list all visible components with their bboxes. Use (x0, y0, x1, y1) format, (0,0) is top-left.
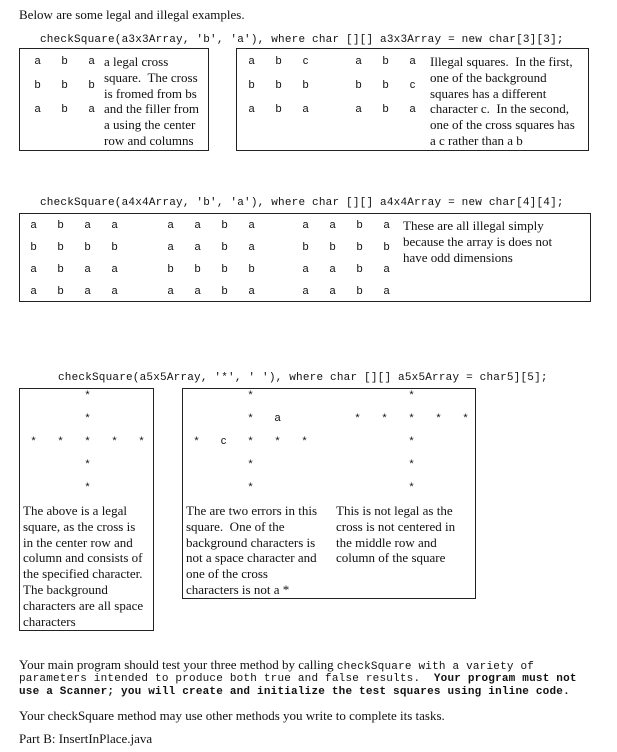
grid-cell (183, 389, 210, 412)
grid-cell (291, 389, 318, 412)
grid-cell: b (275, 103, 282, 115)
grid-cell: a (383, 263, 390, 275)
ex2-code: checkSquare(a4x4Array, 'b', 'a'), where char [][] a4x4Array = new char[4][4]; (40, 197, 564, 209)
grid-cell: b (383, 241, 390, 253)
grid-cell: * (275, 435, 280, 447)
grid-cell: a (194, 285, 201, 297)
grid-cell (291, 458, 318, 481)
grid-cell: a (409, 103, 416, 115)
grid-cell (452, 458, 479, 481)
grid-cell: b (84, 241, 91, 253)
grid-cell: b (111, 241, 118, 253)
ex1-legal-grid (24, 55, 105, 127)
grid-cell (183, 458, 210, 481)
grid-cell (101, 389, 128, 412)
grid-cell: b (382, 103, 389, 115)
grid-cell: a (329, 263, 336, 275)
grid-cell: a (302, 103, 309, 115)
note-line: because the array is does not (403, 233, 553, 249)
note-line: The are two errors in this (186, 503, 318, 518)
grid-cell: b (248, 79, 255, 91)
grid-cell: a (248, 241, 255, 253)
note-line: square, as the cross is (23, 518, 136, 534)
grid-cell: * (85, 435, 90, 447)
grid-cell: b (57, 219, 64, 231)
grid-cell: a (88, 55, 95, 67)
grid-cell (210, 458, 237, 481)
grid-cell (20, 389, 47, 412)
grid-cell: a (248, 219, 255, 231)
footer-line-3: use a Scanner; you will create and initialize the test squares using inline code. (19, 686, 570, 698)
grid-cell: a (111, 263, 118, 275)
grid-cell: a (302, 219, 309, 231)
grid-cell: b (57, 241, 64, 253)
grid-cell: * (58, 435, 63, 447)
grid-cell: b (382, 55, 389, 67)
grid-cell: a (355, 103, 362, 115)
grid-cell (344, 389, 371, 412)
grid-cell: b (57, 285, 64, 297)
grid-cell: b (61, 55, 68, 67)
grid-cell (452, 481, 479, 504)
grid-cell (101, 412, 128, 435)
grid-cell: b (355, 79, 362, 91)
grid-cell: b (221, 219, 228, 231)
grid-cell: * (248, 481, 253, 493)
grid-cell: * (85, 389, 90, 401)
grid-cell (20, 458, 47, 481)
grid-cell: b (329, 241, 336, 253)
grid-cell: b (248, 263, 255, 275)
grid-cell (425, 458, 452, 481)
grid-cell: b (221, 241, 228, 253)
grid-cell: * (248, 412, 253, 424)
grid-cell: * (248, 435, 253, 447)
grid-cell: b (382, 79, 389, 91)
footer-line-2: parameters intended to produce both true and false results. Your program must not (19, 673, 577, 685)
grid-cell (344, 481, 371, 504)
grid-cell: b (302, 79, 309, 91)
grid-cell: * (194, 435, 199, 447)
grid-cell: a (248, 285, 255, 297)
grid-cell (344, 458, 371, 481)
grid-cell (20, 481, 47, 504)
note-line: Illegal squares. In the first, (430, 54, 573, 69)
note-line: column and consists of (23, 550, 143, 566)
ex2-note (403, 218, 552, 265)
grid-cell (47, 481, 74, 504)
grid-cell (371, 481, 398, 504)
grid-cell (128, 412, 155, 435)
intro-text: Below are some legal and illegal examples. (19, 7, 245, 22)
note-line: The background (23, 581, 108, 597)
grid-cell (425, 435, 452, 458)
ex3-legal-note (23, 503, 143, 629)
note-line: characters are all space (23, 597, 144, 613)
grid-cell: a (167, 285, 174, 297)
grid-cell (128, 389, 155, 412)
grid-cell: a (111, 219, 118, 231)
grid-cell: * (112, 435, 117, 447)
note-line: character c. In the second, (430, 101, 569, 117)
grid-cell (425, 481, 452, 504)
note-line: cross is not centered in (336, 518, 456, 534)
note-line: a legal cross (104, 54, 169, 69)
ex2-grid-3 (292, 219, 400, 307)
note-line: row and columns (104, 132, 194, 148)
grid-cell: a (329, 219, 336, 231)
grid-cell: * (409, 481, 414, 493)
grid-cell: a (30, 263, 37, 275)
grid-cell: * (85, 412, 90, 424)
note-line: column of the square (336, 550, 446, 566)
grid-cell: c (409, 79, 416, 91)
grid-cell: * (409, 458, 414, 470)
grid-cell: b (61, 103, 68, 115)
grid-cell: a (329, 285, 336, 297)
grid-cell: a (302, 285, 309, 297)
grid-cell: b (356, 241, 363, 253)
grid-cell: a (383, 219, 390, 231)
grid-cell: a (274, 412, 281, 424)
grid-cell (47, 389, 74, 412)
note-line: one of the cross (186, 566, 268, 582)
grid-cell: b (88, 79, 95, 91)
grid-cell: * (463, 412, 468, 424)
grid-cell: c (220, 435, 227, 447)
note-line: and the filler from (104, 101, 199, 117)
grid-cell: a (88, 103, 95, 115)
grid-cell (183, 481, 210, 504)
note-line: have odd dimensions (403, 249, 513, 265)
grid-cell (344, 435, 371, 458)
note-line: The above is a legal (23, 503, 127, 518)
grid-cell: * (409, 435, 414, 447)
grid-cell (128, 481, 155, 504)
ex1-illegal-grid-2 (345, 55, 426, 127)
note-line: the specified character. (23, 566, 143, 582)
note-line: characters (23, 613, 76, 629)
grid-cell: a (167, 219, 174, 231)
grid-cell (128, 458, 155, 481)
note-line: squares has a different (430, 85, 547, 101)
footer-line-1: Your main program should test your three method by calling checkSquare with a variety of (19, 657, 535, 673)
grid-cell: b (34, 79, 41, 91)
grid-cell: * (85, 481, 90, 493)
note-line: in the center row and (23, 534, 133, 550)
grid-cell: b (167, 263, 174, 275)
grid-cell: a (302, 263, 309, 275)
ex3-illegal-note-2 (336, 503, 455, 566)
grid-cell: a (383, 285, 390, 297)
footer-line-5: Part B: InsertInPlace.java (19, 731, 153, 746)
grid-cell: * (248, 458, 253, 470)
grid-cell: a (34, 55, 41, 67)
grid-cell: a (194, 219, 201, 231)
grid-cell (47, 412, 74, 435)
grid-cell (291, 412, 318, 435)
grid-cell: b (275, 55, 282, 67)
grid-cell (371, 458, 398, 481)
ex3-illegal-grid-2 (344, 389, 479, 504)
grid-cell: * (355, 412, 360, 424)
ex1-code: checkSquare(a3x3Array, 'b', 'a'), where char [][] a3x3Array = new char[3][3]; (40, 34, 564, 46)
grid-cell: a (167, 241, 174, 253)
grid-cell: * (409, 412, 414, 424)
grid-cell: b (275, 79, 282, 91)
ex3-illegal-grid-1 (183, 389, 318, 504)
grid-cell: a (248, 55, 255, 67)
grid-cell: * (436, 412, 441, 424)
grid-cell: * (31, 435, 36, 447)
note-line: square. The cross (104, 69, 198, 85)
note-line: characters is not a * (186, 581, 290, 597)
grid-cell: b (221, 285, 228, 297)
grid-cell (425, 389, 452, 412)
grid-cell: a (30, 219, 37, 231)
grid-cell: a (409, 55, 416, 67)
note-line: one of the background (430, 69, 547, 85)
grid-cell: a (84, 285, 91, 297)
ex3-legal-grid (20, 389, 155, 504)
grid-cell: a (84, 219, 91, 231)
ex3-code: checkSquare(a5x5Array, '*', ' '), where char [][] a5x5Array = char5][5]; (58, 372, 548, 384)
note-line: the middle row and (336, 534, 437, 550)
note-line: not a space character and (186, 550, 317, 566)
grid-cell: b (356, 285, 363, 297)
grid-cell (264, 481, 291, 504)
ex1-legal-note (104, 54, 199, 149)
grid-cell: c (302, 55, 309, 67)
grid-cell (210, 389, 237, 412)
grid-cell: a (111, 285, 118, 297)
grid-cell: b (302, 241, 309, 253)
grid-cell (101, 458, 128, 481)
grid-cell: * (409, 389, 414, 401)
grid-cell: b (30, 241, 37, 253)
note-line: square. One of the (186, 518, 285, 534)
grid-cell (452, 389, 479, 412)
grid-cell: a (30, 285, 37, 297)
note-line: background characters is (186, 534, 316, 550)
grid-cell: a (84, 263, 91, 275)
footer-line-4: Your checkSquare method may use other methods you write to complete its tasks. (19, 708, 445, 723)
note-line: a c rather than a b (430, 132, 523, 148)
ex2-grid-1 (20, 219, 128, 307)
grid-cell (371, 435, 398, 458)
grid-cell (101, 481, 128, 504)
grid-cell (264, 458, 291, 481)
grid-cell (20, 412, 47, 435)
note-line: one of the cross squares has (430, 117, 575, 133)
grid-cell: b (356, 263, 363, 275)
grid-cell (264, 389, 291, 412)
note-line: is fromed from bs (104, 85, 197, 101)
ex1-illegal-grid-1 (238, 55, 319, 127)
grid-cell (47, 458, 74, 481)
grid-cell (183, 412, 210, 435)
grid-cell: a (34, 103, 41, 115)
grid-cell: a (355, 55, 362, 67)
grid-cell (452, 435, 479, 458)
grid-cell: b (194, 263, 201, 275)
ex3-illegal-note-1 (186, 503, 317, 598)
grid-cell: b (356, 219, 363, 231)
grid-cell (371, 389, 398, 412)
ex1-illegal-note (430, 54, 575, 149)
grid-cell: a (248, 103, 255, 115)
grid-cell: b (57, 263, 64, 275)
grid-cell: * (248, 389, 253, 401)
grid-cell: * (139, 435, 144, 447)
grid-cell: * (302, 435, 307, 447)
grid-cell: * (382, 412, 387, 424)
grid-cell (210, 412, 237, 435)
note-line: This is not legal as the (336, 503, 453, 518)
grid-cell: b (61, 79, 68, 91)
note-line: a using the center (104, 117, 196, 133)
note-line: These are all illegal simply (403, 218, 544, 233)
grid-cell (210, 481, 237, 504)
grid-cell: a (194, 241, 201, 253)
ex2-grid-2 (157, 219, 265, 307)
grid-cell: b (221, 263, 228, 275)
grid-cell: * (85, 458, 90, 470)
grid-cell (291, 481, 318, 504)
